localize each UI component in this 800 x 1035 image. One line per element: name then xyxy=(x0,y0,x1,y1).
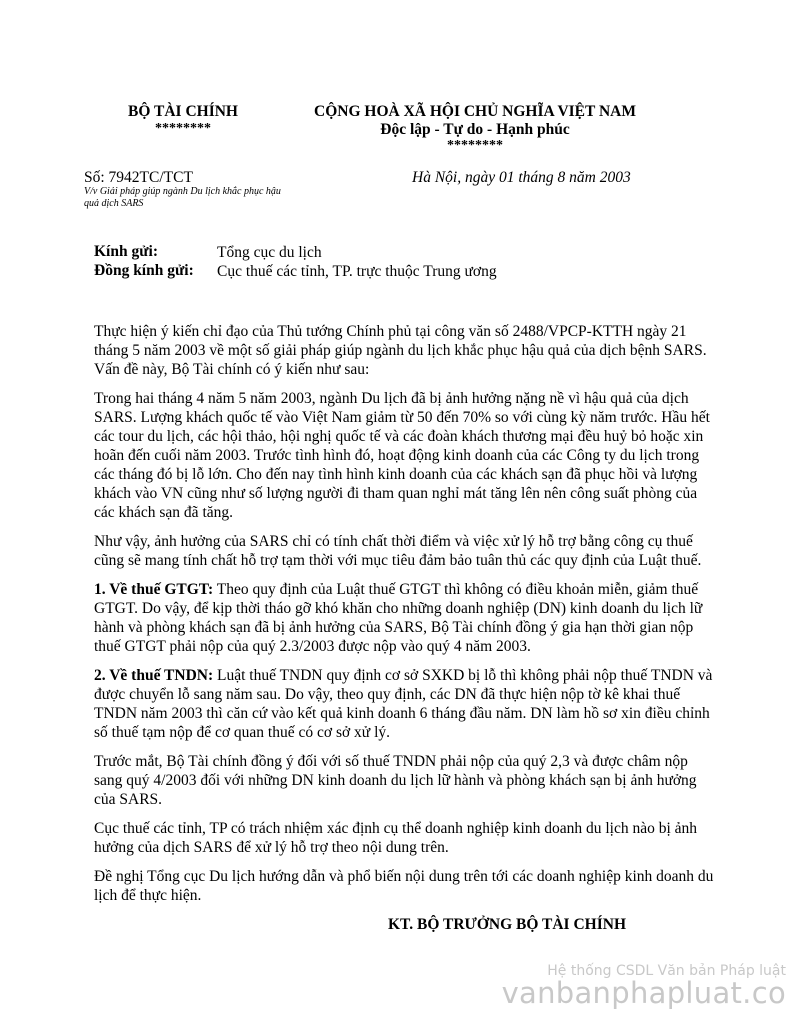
motto-separator: ******** xyxy=(447,138,503,153)
vat-text: Theo quy định của Luật thuế GTGT thì không có điều khoản miễn, giảm thuế GTGT. Do vậy, để kịp thời tháo gỡ khó khăn cho những doanh nghiệp (DN) kinh doanh du lịch lữ hành và phòng khách sạn đã bị ảnh hưởng của SARS, Bộ Tài chính đồng ý gia hạn thời gian nộp thuế GTGT phải nộp của quý 2.3/2003 được nộp vào quý 4 năm 2003. xyxy=(94,581,703,655)
cc-recipient-value: Cục thuế các tỉnh, TP. trực thuộc Trung ương xyxy=(217,263,497,280)
body-paragraph-situation: Trong hai tháng 4 năm 5 năm 2003, ngành Du lịch đã bị ảnh hưởng nặng nề vì hậu quả của dịch SARS. Lượng khách quốc tế vào Việt Nam giảm từ 50 đến 70% so với cùng kỳ năm trước. Hầu hết các tour du lịch, các hội thảo, hội nghị quốc tế và các đoàn khách thương mại đều huỷ bỏ hoặc xin hoãn đến cuối năm 2003. Trước tình hình đó, hoạt động kinh doanh của các Công ty du lịch trong các tháng đó bị lỗ lớn. Cho đến nay tình hình kinh doanh của các khách sạn đã phục hồi và lượng khách vào VN cũng như số lượng người đi tham quan nghỉ mát tăng lên nên công suất phòng của các khách sạn đã tăng. xyxy=(94,390,710,521)
cc-recipient-label: Đồng kính gửi: xyxy=(94,262,194,279)
document-subject: V/v Giải pháp giúp ngành Du lịch khắc phục hậu quả dịch SARS xyxy=(84,186,281,209)
signature-title: KT. BỘ TRƯỞNG BỘ TÀI CHÍNH xyxy=(388,916,626,933)
issuing-agency-separator: ******** xyxy=(155,121,211,136)
cit-text: Luật thuế TNDN quy định cơ sở SXKD bị lỗ thì không phải nộp thuế TNDN và được chuyển lỗ sang năm sau. Do vậy, theo quy định, các DN đã thực hiện nộp tờ kê khai thuế TNDN năm 2003 thì căn cứ vào kết quả kinh doanh 6 tháng đầu năm. DN làm hồ sơ xin điều chỉnh số thuế tạm nộp để cơ quan thuế có cơ sở xử lý. xyxy=(94,667,713,741)
vat-heading: 1. Về thuế GTGT: xyxy=(94,581,214,598)
recipient-value: Tổng cục du lịch xyxy=(217,244,322,261)
recipient-label: Kính gửi: xyxy=(94,243,158,260)
body-paragraph-deferral: Trước mắt, Bộ Tài chính đồng ý đối với số thuế TNDN phải nộp của quý 2,3 và được châm nộp sang quý 4/2003 đối với những DN kinh doanh du lịch lữ hành và phòng khách sạn bị ảnh hưởng của SARS. xyxy=(94,753,697,808)
cit-heading: 2. Về thuế TNDN: xyxy=(94,667,214,684)
issuing-agency-name: BỘ TÀI CHÍNH xyxy=(128,103,238,120)
body-paragraph-intro: Thực hiện ý kiến chỉ đạo của Thủ tướng Chính phủ tại công văn số 2488/VPCP-KTTH ngày 21 tháng 5 năm 2003 về một số giải pháp giúp ngành du lịch khắc phục hậu quả của dịch bệnh SARS. Vấn đề này, Bộ Tài chính có ý kiến như sau: xyxy=(94,323,707,378)
place-and-date: Hà Nội, ngày 01 tháng 8 năm 2003 xyxy=(412,169,631,186)
body-paragraph-request: Đề nghị Tổng cục Du lịch hướng dẫn và phổ biến nội dung trên tới các doanh nghiệp kinh doanh du lịch để thực hiện. xyxy=(94,868,714,904)
national-motto: Độc lập - Tự do - Hạnh phúc xyxy=(380,121,570,138)
letter-body xyxy=(94,322,714,915)
national-title: CỘNG HOÀ XÃ HỘI CHỦ NGHĨA VIỆT NAM xyxy=(314,103,636,120)
body-paragraph-tax-offices: Cục thuế các tỉnh, TP có trách nhiệm xác định cụ thể doanh nghiệp kinh doanh du lịch nào bị ảnh hưởng của dịch SARS để xử lý hỗ trợ theo nội dung trên. xyxy=(94,820,698,856)
document-number: Số: 7942TC/TCT xyxy=(84,169,193,186)
watermark-caption: Hệ thống CSDL Văn bản Pháp luật xyxy=(547,963,786,979)
body-paragraph-conclusion: Như vậy, ảnh hưởng của SARS chỉ có tính chất thời điểm và việc xử lý hỗ trợ bằng công cụ thuế cũng sẽ mang tính chất hỗ trợ tạm thời với mục tiêu đảm bảo tuân thủ các quy định của Luật thuế. xyxy=(94,533,702,569)
watermark-site: vanbanphapluat.co xyxy=(501,976,786,1010)
body-paragraph-cit xyxy=(94,666,714,742)
body-paragraph-vat xyxy=(94,580,714,656)
